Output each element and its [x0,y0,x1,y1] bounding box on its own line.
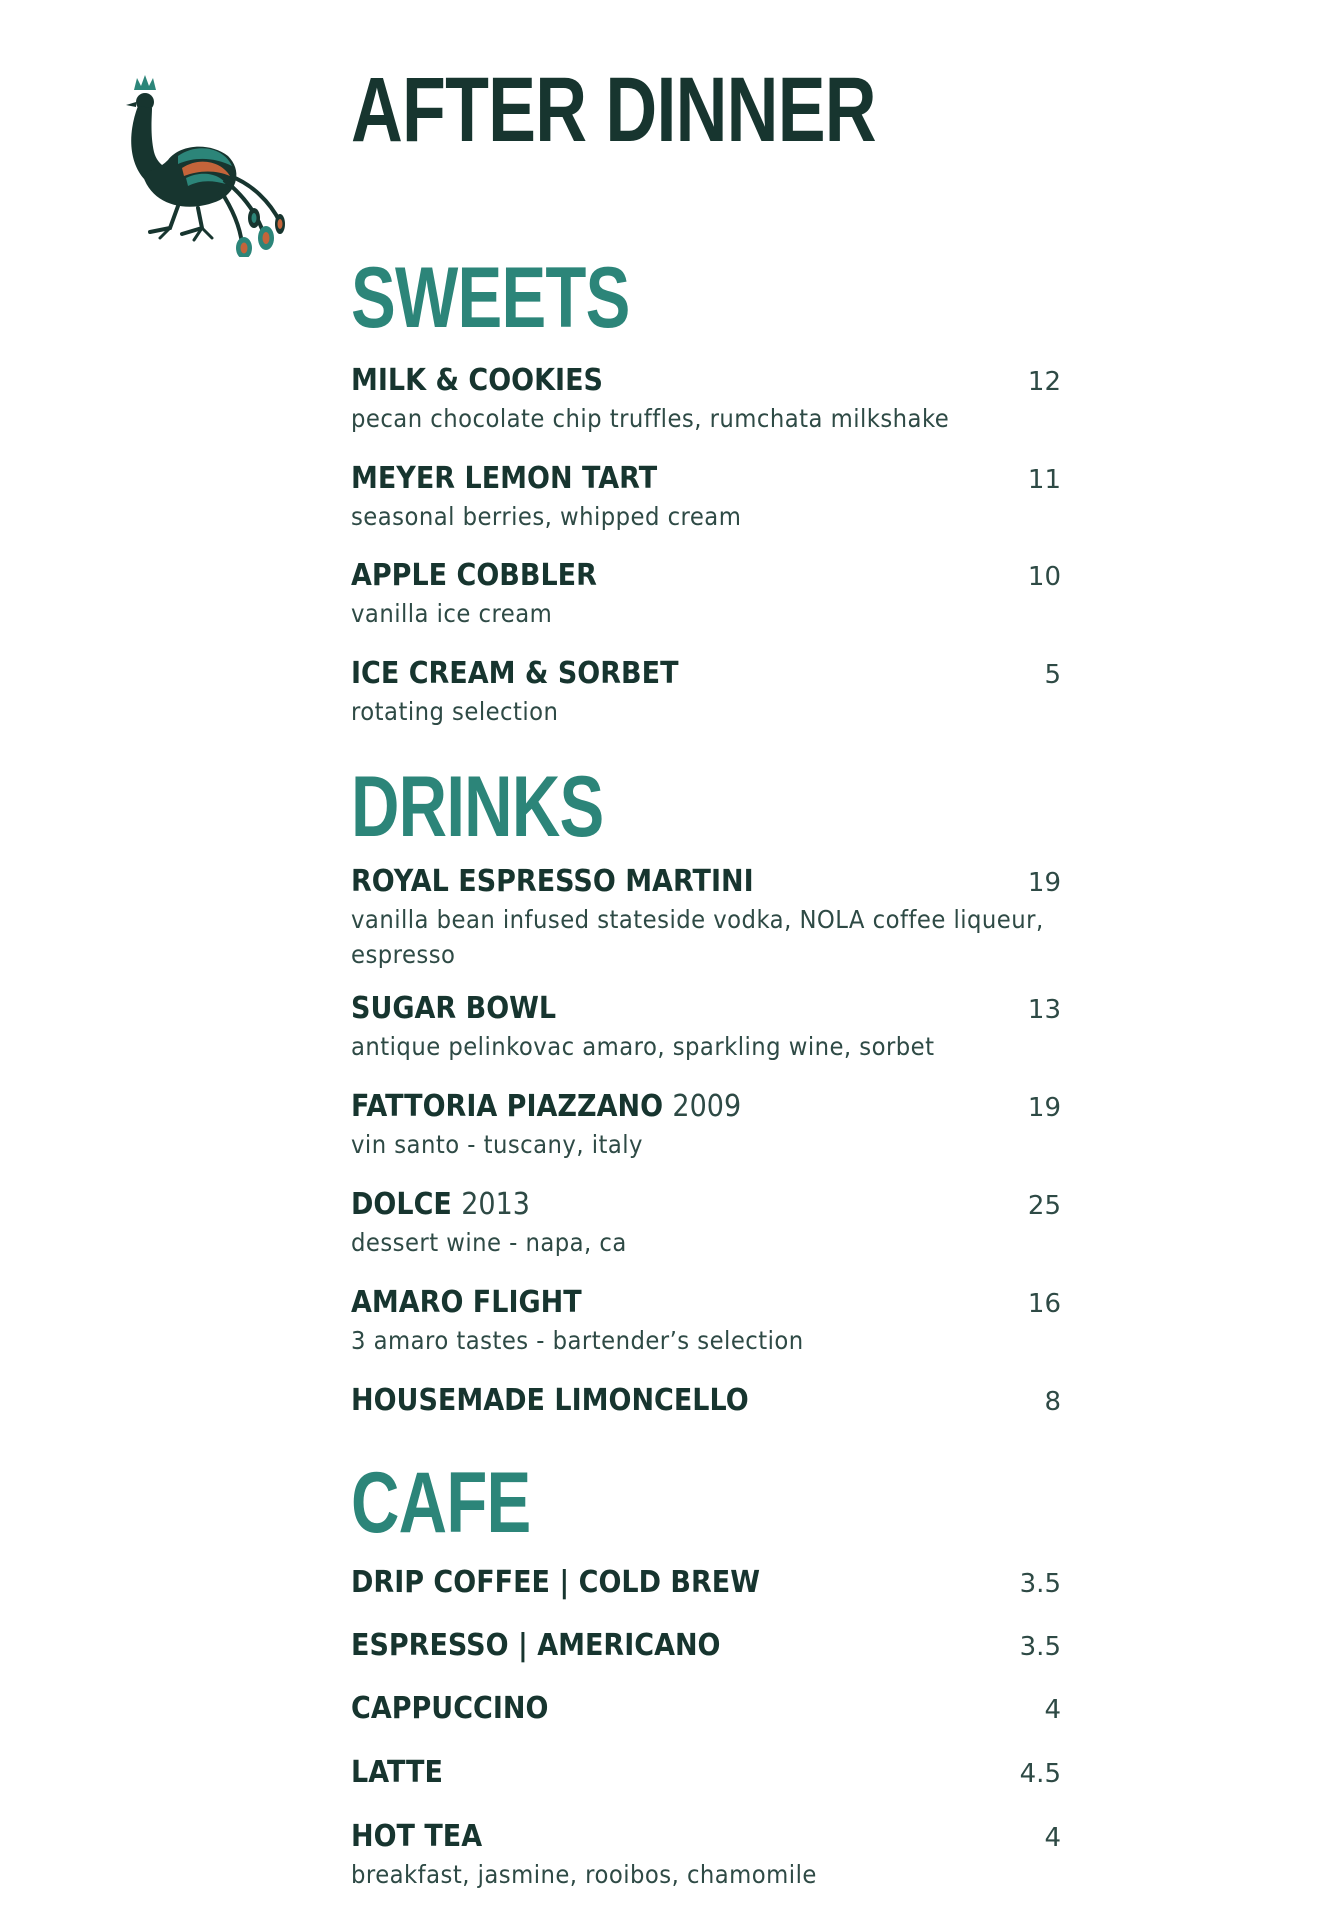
menu-item-milk-cookies [351,363,1061,443]
menu-item-latte [351,1755,1061,1795]
item-price: 8 [1044,1387,1061,1417]
item-name: ESPRESSO | AMERICANO [351,1628,721,1663]
peacock-logo-icon [120,72,285,257]
item-name: APPLE COBBLER [351,558,597,593]
menu-item-ice-cream-sorbet [351,656,1061,736]
item-price: 10 [1027,562,1061,592]
item-vintage: 2013 [461,1187,530,1222]
item-vintage: 2009 [672,1089,742,1124]
item-description: rotating selection [351,697,559,726]
item-price: 16 [1027,1289,1061,1319]
section-heading-sweets: SWEETS [351,250,630,346]
item-name: MILK & COOKIES [351,363,603,398]
menu-item-espresso-americano [351,1628,1061,1668]
item-description: dessert wine - napa, ca [351,1228,627,1257]
item-price: 19 [1027,868,1061,898]
menu-item-drip-coffee-cold-brew [351,1565,1061,1605]
item-name: AMARO FLIGHT [351,1285,582,1320]
item-description: pecan chocolate chip truffles, rumchata milkshake [351,404,950,433]
item-name: FATTORIA PIAZZANO 2009 [351,1089,742,1124]
menu-item-housemade-limoncello [351,1383,1061,1423]
item-description: breakfast, jasmine, rooibos, chamomile [351,1860,817,1889]
item-name: SUGAR BOWL [351,991,557,1026]
item-price: 4.5 [1019,1759,1061,1789]
item-description: 3 amaro tastes - bartender’s selection [351,1326,804,1355]
item-price: 12 [1027,367,1061,397]
item-price: 25 [1027,1191,1061,1221]
item-description: vin santo - tuscany, italy [351,1130,643,1159]
item-description: vanilla bean infused stateside vodka, NOLA coffee liqueur, espresso [351,905,1044,969]
menu-item-sugar-bowl [351,991,1061,1071]
menu-item-royal-espresso-martini [351,864,1061,974]
menu-item-fattoria-piazzano [351,1089,1061,1169]
item-name: MEYER LEMON TART [351,461,658,496]
item-name: CAPPUCCINO [351,1691,549,1726]
item-name: HOT TEA [351,1819,483,1854]
item-description: vanilla ice cream [351,599,553,628]
item-price: 4 [1044,1695,1061,1725]
item-price: 13 [1027,995,1061,1025]
item-description: seasonal berries, whipped cream [351,502,742,531]
item-description: antique pelinkovac amaro, sparkling wine, sorbet [351,1032,935,1061]
menu-item-apple-cobbler [351,558,1061,638]
menu-item-amaro-flight [351,1285,1061,1365]
item-name: DOLCE 2013 [351,1187,530,1222]
section-heading-cafe: CAFE [351,1455,531,1551]
item-price: 3.5 [1019,1569,1061,1599]
item-price: 11 [1027,465,1061,495]
section-heading-drinks: DRINKS [351,759,604,855]
menu-item-hot-tea [351,1819,1061,1899]
menu-item-dolce [351,1187,1061,1267]
item-name: LATTE [351,1755,443,1790]
menu-item-cappuccino [351,1691,1061,1731]
page-title: AFTER DINNER [351,59,876,161]
item-name: ICE CREAM & SORBET [351,656,679,691]
menu-item-meyer-lemon-tart [351,461,1061,541]
item-price: 5 [1044,660,1061,690]
item-price: 19 [1027,1093,1061,1123]
item-name: DRIP COFFEE | COLD BREW [351,1565,761,1600]
item-price: 4 [1044,1823,1061,1853]
item-name: HOUSEMADE LIMONCELLO [351,1383,749,1418]
item-price: 3.5 [1019,1632,1061,1662]
item-name: ROYAL ESPRESSO MARTINI [351,864,754,899]
